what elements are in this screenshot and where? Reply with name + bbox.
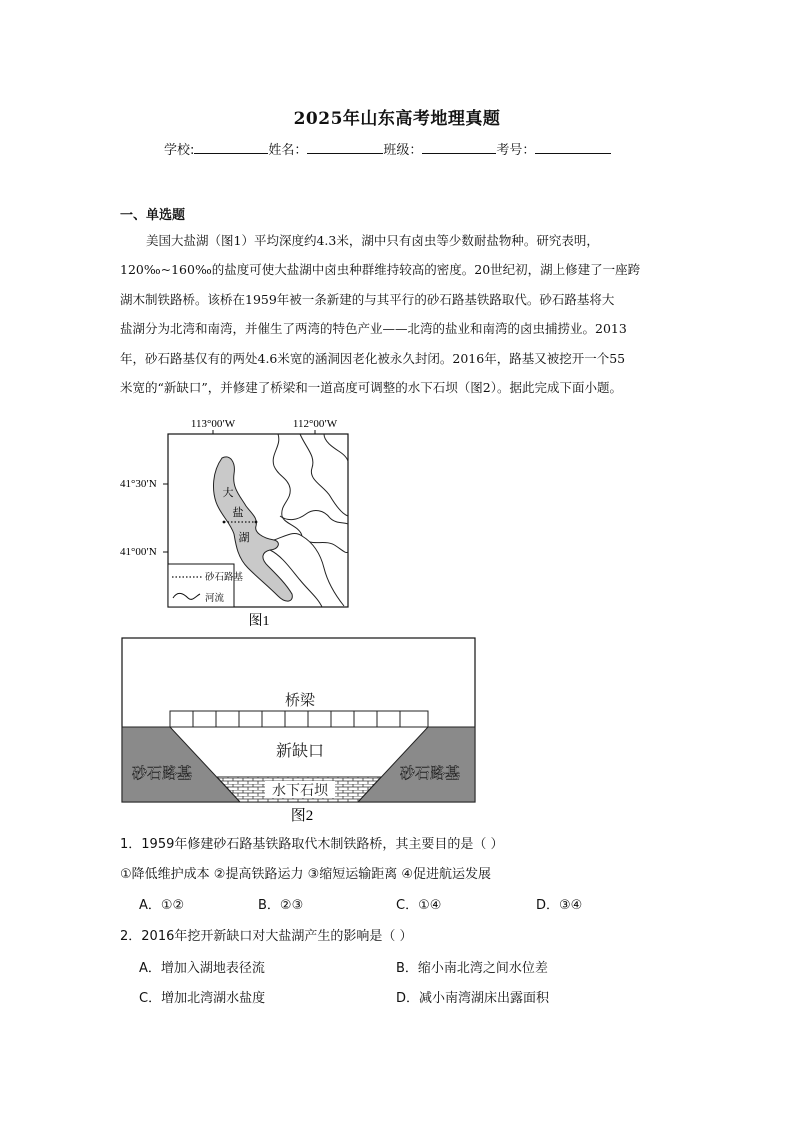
figure-1-caption: 图1 (248, 614, 270, 629)
passage-line: 120‰~160‰的盐度可使大盐湖中卤虫种群维持较高的密度。20世纪初，湖上修建了一座跨 (120, 262, 641, 278)
passage-line: 盐湖分为北湾和南湾，并催生了两湾的特色产业——北湾的盐业和南湾的卤虫捕捞业。2013 (120, 321, 627, 337)
lon-label-113: 113°00′W (190, 418, 236, 430)
legend-causeway-label: 砂石路基 (205, 573, 244, 583)
question-2-option-d[interactable]: D．减小南湾湖床出露面积 (396, 991, 550, 1006)
dam-label: 水下石坝 (272, 784, 328, 799)
left-road-label: 砂石路基 (131, 766, 193, 782)
question-1-option-b[interactable]: B．②③ (258, 898, 304, 913)
school-label: 学校: (164, 143, 195, 158)
question-2-option-b[interactable]: B．缩小南北湾之间水位差 (396, 961, 548, 976)
lake-char: 湖 (238, 532, 250, 544)
lake-char: 盐 (232, 507, 244, 519)
reading-passage (120, 226, 680, 402)
id-label: 考号： (496, 143, 536, 158)
causeway-dot (255, 521, 258, 524)
passage-line: 年，砂石路基仅有的两处4.6米宽的涵洞因老化被永久封闭。2016年，路基又被挖开一个55 (120, 350, 626, 366)
gap-label: 新缺口 (275, 743, 325, 760)
name-blank[interactable] (307, 141, 383, 154)
question-2-option-a[interactable]: A．增加入湖地表径流 (139, 961, 265, 976)
figure-2-section (110, 634, 480, 824)
question-2-stem: 2．2016年挖开新缺口对大盐湖产生的影响是（ ） (120, 929, 413, 944)
question-1-items: ①降低维护成本 ②提高铁路运力 ③缩短运输距离 ④促进航运发展 (120, 867, 492, 882)
figure-1-map (110, 412, 370, 630)
lon-label-112: 112°00′W (292, 418, 338, 430)
map-legend (168, 564, 234, 607)
causeway-dot (223, 521, 226, 524)
question-1-option-c[interactable]: C．①④ (396, 898, 442, 913)
school-blank[interactable] (194, 141, 268, 154)
question-1-stem: 1．1959年修建砂石路基铁路取代木制铁路桥，其主要目的是（ ） (120, 837, 504, 852)
bridge (170, 711, 428, 727)
question-2-option-c[interactable]: C．增加北湾湖水盐度 (139, 991, 266, 1006)
lake-char: 大 (222, 487, 234, 499)
passage-line: 美国大盐湖（图1）平均深度约4.3米，湖中只有卤虫等少数耐盐物种。研究表明， (146, 233, 599, 248)
legend-river-label: 河流 (205, 594, 225, 604)
right-road-label: 砂石路基 (399, 766, 461, 782)
class-blank[interactable] (422, 141, 496, 154)
student-info-line (164, 139, 611, 158)
passage-line: 湖木制铁路桥。该桥在1959年被一条新建的与其平行的砂石路基铁路取代。砂石路基将大 (120, 291, 615, 307)
passage-line: 米宽的“新缺口”，并修建了桥梁和一道高度可调整的水下石坝（图2）。据此完成下面小题。 (120, 380, 622, 396)
question-1-option-a[interactable]: A．①② (139, 898, 185, 913)
name-label: 姓名： (268, 143, 308, 158)
question-1-option-d[interactable]: D．③④ (536, 898, 583, 913)
section-heading: 一、单选题 (120, 208, 186, 223)
lat-label-4130: 41°30′N (120, 478, 157, 490)
bridge-label: 桥梁 (284, 693, 316, 709)
figure-2-caption: 图2 (290, 808, 314, 824)
lat-label-4100: 41°00′N (120, 546, 157, 558)
class-label: 班级： (383, 143, 423, 158)
paper-title: 2025年山东高考地理真题 (293, 109, 501, 129)
id-blank[interactable] (535, 141, 611, 154)
